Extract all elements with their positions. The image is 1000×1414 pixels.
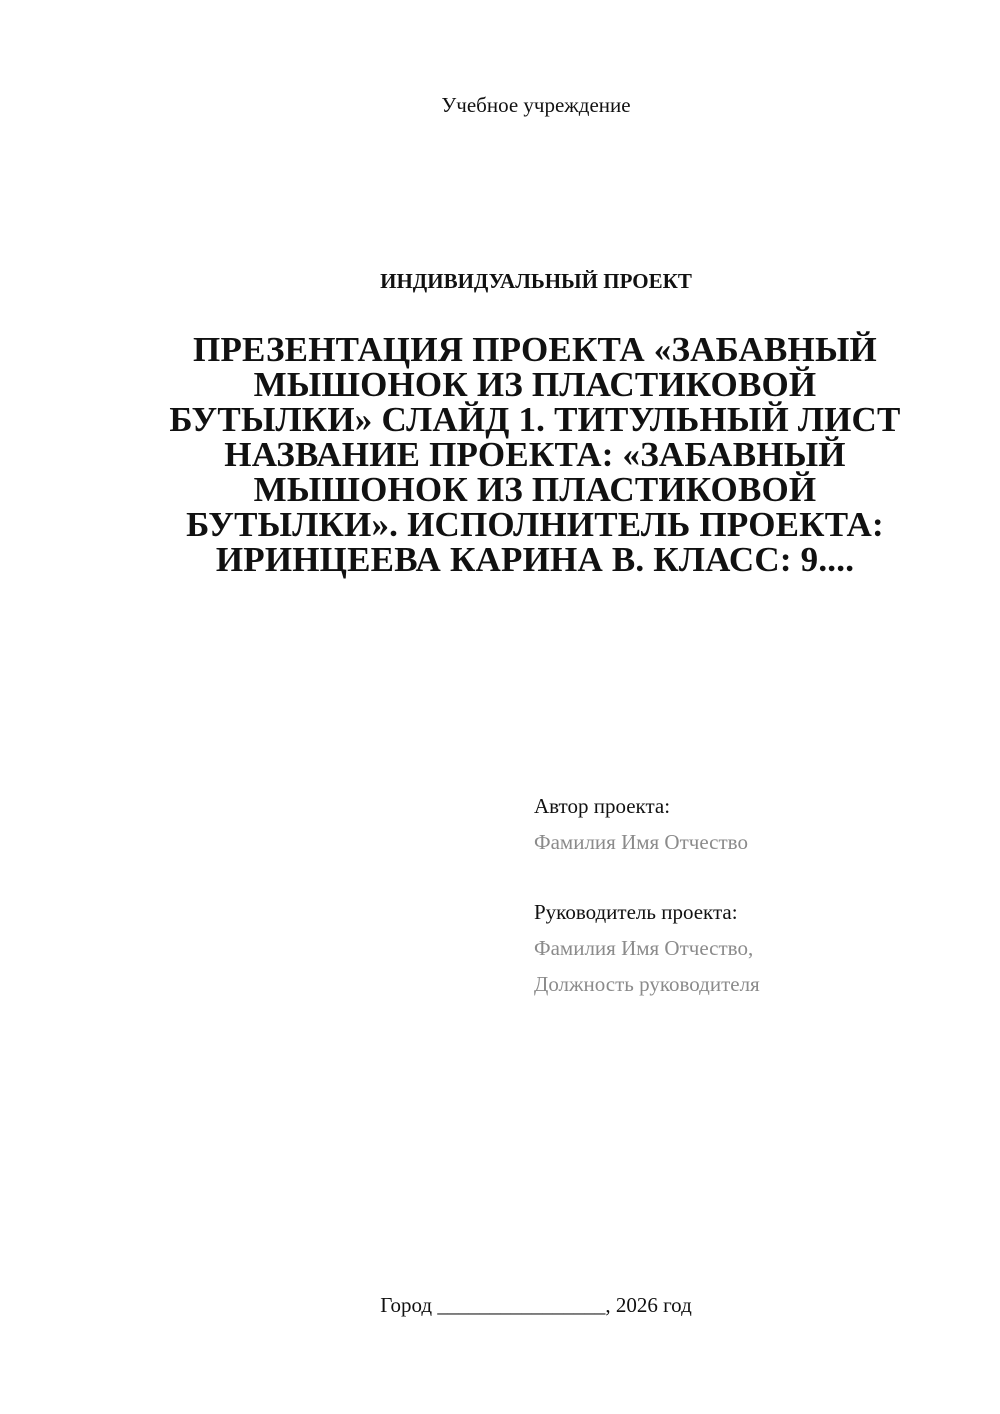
supervisor-block: [534, 894, 760, 1002]
author-label: Автор проекта:: [534, 794, 671, 818]
supervisor-label: Руководитель проекта:: [534, 900, 738, 924]
supervisor-name-placeholder: Фамилия Имя Отчество,: [534, 936, 754, 960]
author-name-placeholder: Фамилия Имя Отчество: [534, 830, 748, 854]
project-title: ПРЕЗЕНТАЦИЯ ПРОЕКТА «ЗАБАВНЫЙ МЫШОНОК ИЗ ПЛАСТИКОВОЙ БУТЫЛКИ» СЛАЙД 1. ТИТУЛЬНЫЙ ЛИСТ НАЗВАНИЕ ПРОЕКТА: «ЗАБАВНЫЙ МЫШОНОК ИЗ ПЛАСТИКОВОЙ БУТЫЛКИ». ИСПОЛНИТЕЛЬ ПРОЕКТА: ИРИНЦЕЕВА КАРИНА В. КЛАСС: 9....: [169, 330, 901, 579]
supervisor-position-placeholder: Должность руководителя: [534, 972, 760, 996]
project-type-heading: ИНДИВИДУАЛЬНЫЙ ПРОЕКТ: [380, 269, 692, 293]
author-block: [534, 788, 748, 860]
city-year-line: Город ________________, 2026 год: [380, 1293, 692, 1317]
institution-name: Учебное учреждение: [441, 93, 631, 117]
